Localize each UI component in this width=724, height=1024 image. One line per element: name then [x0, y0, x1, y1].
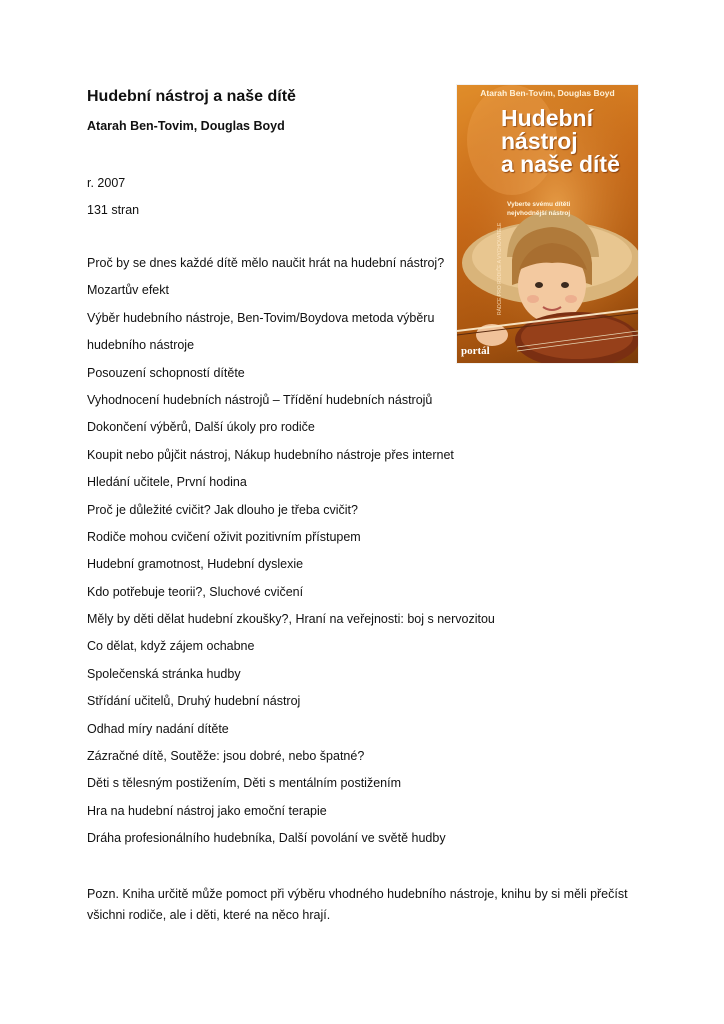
list-item: Dokončení výběrů, Další úkoly pro rodiče: [87, 420, 315, 435]
list-item: Děti s tělesným postižením, Děti s mentálním postižením: [87, 776, 402, 791]
list-item: Společenská stránka hudby: [87, 666, 241, 681]
cover-title: [501, 107, 620, 176]
book-title: Hudební nástroj a naše dítě: [87, 88, 296, 105]
list-item: Měly by děti dělat hudební zkoušky?, Hraní na veřejnosti: boj s nervozitou: [87, 612, 495, 627]
list-item: Koupit nebo půjčit nástroj, Nákup hudebního nástroje přes internet: [87, 447, 454, 462]
cover-title-line: nástroj: [501, 128, 578, 154]
book-cover-image: [457, 85, 638, 363]
svg-text:RÁDCE PRO RODIČE A VYCHOVATELE: RÁDCE PRO RODIČE A VYCHOVATELE: [497, 222, 503, 315]
cover-subtitle: [507, 200, 570, 218]
list-item: Hledání učitele, První hodina: [87, 475, 247, 490]
cover-subtitle-line: nejvhodnější nástroj: [507, 210, 571, 217]
table-of-contents: [87, 255, 495, 858]
list-item: Proč by se dnes každé dítě mělo naučit hrát na hudební nástroj?: [87, 256, 445, 270]
list-item: Co dělat, když zájem ochabne: [87, 639, 255, 654]
list-item: Posouzení schopností dítěte: [87, 365, 245, 380]
list-item: hudebního nástroje: [87, 338, 195, 353]
book-authors: Atarah Ben-Tovim, Douglas Boyd: [87, 119, 285, 133]
list-item: Kdo potřebuje teorii?, Sluchové cvičení: [87, 584, 304, 599]
list-item: Zázračné dítě, Soutěže: jsou dobré, nebo špatné?: [87, 749, 365, 764]
publisher-logo: portál: [461, 345, 490, 357]
publication-year: r. 2007: [87, 176, 126, 190]
list-item: Odhad míry nadání dítěte: [87, 721, 229, 736]
page-count: 131 stran: [87, 203, 140, 217]
list-item: Proč je důležité cvičit? Jak dlouho je třeba cvičit?: [87, 502, 358, 517]
list-item: Mozartův efekt: [87, 283, 169, 298]
cover-authors: Atarah Ben-Tovim, Douglas Boyd: [480, 88, 615, 98]
list-item: Střídání učitelů, Druhý hudební nástroj: [87, 694, 301, 709]
list-item: Rodiče mohou cvičení oživit pozitivním přístupem: [87, 529, 361, 544]
list-item: Vyhodnocení hudebních nástrojů – Třídění hudebních nástrojů: [87, 392, 433, 407]
list-item: Výběr hudebního nástroje, Ben-Tovim/Boydova metoda výběru: [87, 310, 435, 325]
list-item: Hra na hudební nástroj jako emoční terapie: [87, 803, 327, 818]
cover-subtitle-line: Vyberte svému dítěti: [507, 201, 571, 208]
note-paragraph: Pozn. Kniha určitě může pomoct při výběru vhodného hudebního nástroje, knihu by si měli přečíst všichni rodiče, ale i děti, které na něco hrají.: [87, 887, 628, 922]
cover-title-line: Hudební: [501, 105, 593, 131]
list-item: Hudební gramotnost, Hudební dyslexie: [87, 557, 304, 572]
list-item: Dráha profesionálního hudebníka, Další povolání ve světě hudby: [87, 831, 446, 846]
cover-title-line: a naše dítě: [501, 151, 620, 177]
